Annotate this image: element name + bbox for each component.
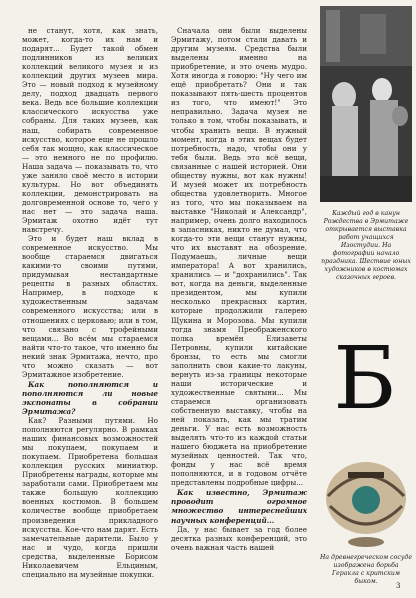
text-column-middle (171, 26, 307, 552)
paragraph: Сначала они были выделены Эрмитажу, потом стали давать и другим музеям. Средства были выделены именно на приобретение, и это очень мудро. Хотя иногда я говорю: "Ну чего им ещё приобретать? Они и так показывают пять-шесть процентов из того, что имеют!" Это неправильно. Задача музея не только в том, чтобы показывать, и чтобы хранить вещи. В нужный момент, когда в этих вещах будет потребность, надо, чтобы они у тебя были. Ведь это всё вещи, связанные с нашей историей. Они обществу нужны, вот как нужны! И музей может их потребность общества удовлетворить. Многое из того, что мы показываем на выставке "Николай и Александр", например, очень долго находилось в запасниках, никто не думал, что когда-то эти вещи станут нужны, что их выставят на обозрение. Подумаешь, личные вещи императора! А вот хранились, хранились — и "дохранились". Так вот, когда на деньги, выделенные президентом, мы купили несколько прекрасных картин, которые продолжили галерею Щукина и Морозова. Мы купили тогда знамя Преображенского полка времён Елизаветы Петровны, купили китайские бронзы, то есть мы смогли заполнить свои какие-то лакуны, вернуть из-за границы некоторые наши исторические и художественные святыни... Мы стараемся организовать собственную выставку, чтобы на ней показать, как мы тратим деньги. У нас есть возможность выделять что-то из каждой статьи нашего бюджета на приобретение музейных ценностей. Так что, фонды у нас всё время пополняются, и в годовом отчёте представлены подробные цифры... (171, 26, 307, 488)
paragraph: не станут, хотя, как знать, может, когда-то их нам и подарят... Будет такой обмен подлинников из великих коллекций великого музея и из коллекций других музеев мира. Это — новый подход к музейному делу, подход двадцать первого века. Ведь все большие коллекции классического искусства уже собраны. Для таких музеев, как наш, собирать современное искусство, которое еще не прошло себя так мощно, как классическое — это немного не по профилю. Наша задача — показывать то, что уже заняло своё место в истории культуры. Но вот объединять коллекции, демонстрировать на долговременной основе то, чего у нас нет — это задача наша. Эрмитаж охотно идёт тут навстречу. (22, 26, 158, 235)
interview-question: Как пополняются и пополняются ли новые экспонаты в собрании Эрмитажа? (22, 379, 158, 416)
interview-question: Как известно, Эрмитаж проводит огромное множество интереснейших научных конференций... (171, 488, 307, 525)
photo-image (320, 6, 412, 202)
page-number: 3 (396, 582, 401, 590)
vase-caption: На древнегреческом сосуде изображена борьба Геракла с критским быком. (320, 554, 413, 585)
drop-cap-letter: Б (333, 329, 397, 429)
vase-drawing (318, 446, 414, 550)
paragraph: Да, у нас бывает за год более десятка разных конференций, это очень важная часть нашей (171, 524, 307, 552)
greek-vase-image (318, 446, 414, 550)
photo-caption: Каждый год в канун Рождества в Эрмитаже открывается выставка работ учащихся Изостудии. На фотографии начало праздника. Шествие юных художников в костюмах сказочных героев. (321, 210, 411, 281)
paragraph: Как? Разными путями. Но пополняются регулярно. В рамках наших финансовых возможностей мы покупаем, покупаем и покупаем. Приобретена большая коллекция русских миниатюр. Приобретены награды, которые мы заработали сами. Приобретаем мы также большую коллекцию военных костюмов. В большем количестве вообще приобретаем произведения прикладного искусства. Кое-что нам дарят. Есть замечательные дарители. Было у нас и чудо, когда пришли средства, выделенные Борисом Николаевичем Ельциным, специально на музейные покупки. (22, 416, 158, 579)
paragraph: Это и будет наш вклад в современное искусство. Мы вообще стараемся двигаться какими-то своими путями, придумывая нестандартные рецепты в разных областях. Например, в подходе к художественным задачам современного искусства; или в отношениях с церковью; или в том, что связано с трофейными вещами... Во всём мы стараемся найти что-то такое, что именно бы некий знак Эрмитажа, нечто, про что можно сказать — вот Эрмитажное изобретение. (22, 234, 158, 379)
holiday-procession-photo (320, 6, 412, 202)
text-column-left (22, 26, 158, 579)
